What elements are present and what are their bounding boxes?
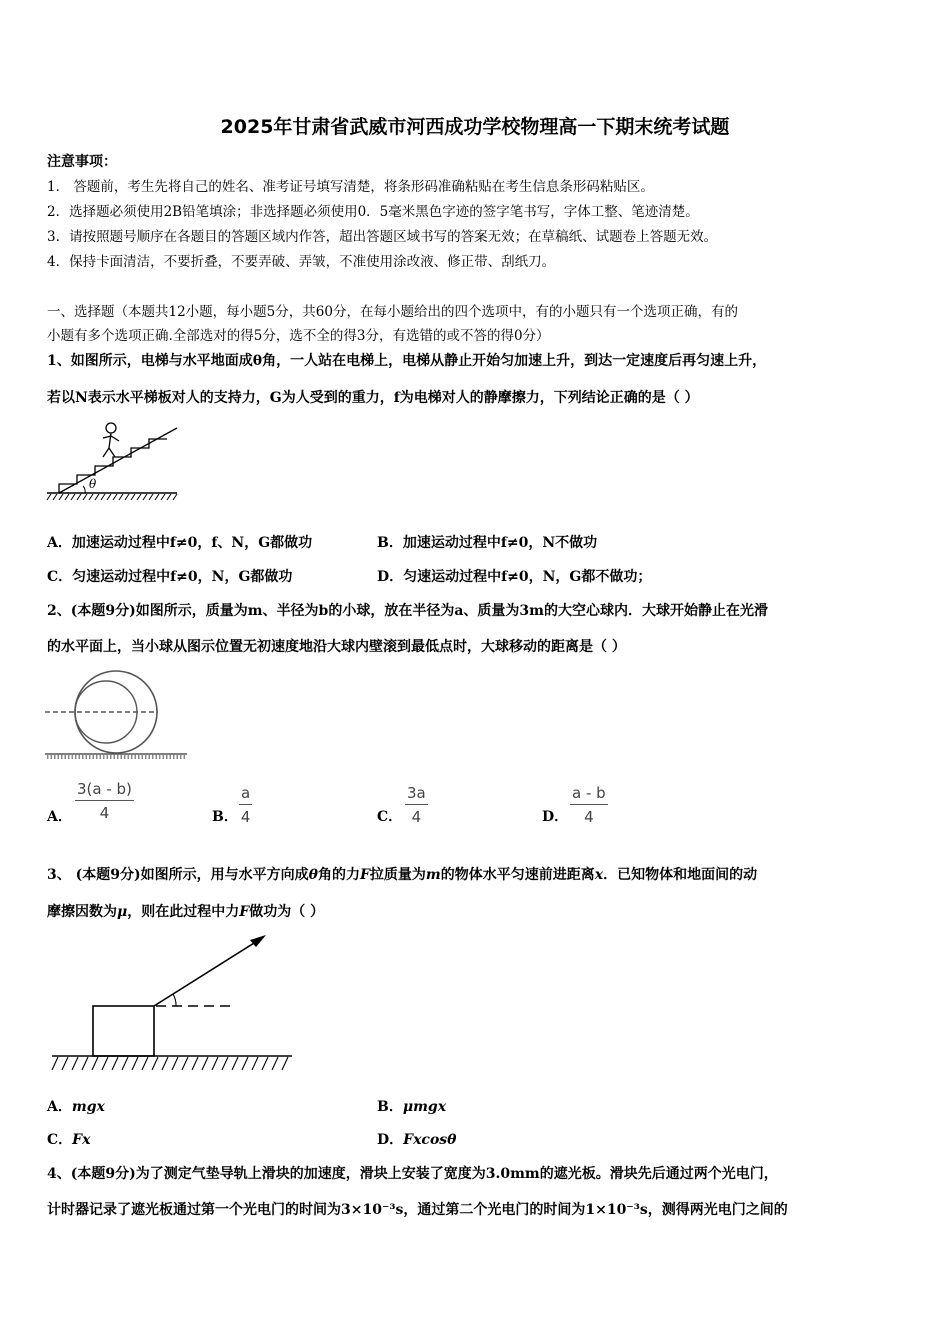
q3-option-b[interactable]	[377, 1096, 446, 1116]
q1-option-b[interactable]	[377, 532, 597, 552]
fraction-numerator: 3a	[405, 784, 428, 805]
q2-option-b-label: B．	[212, 809, 238, 825]
fraction-denominator: 4	[584, 808, 594, 826]
q2-option-b-fraction[interactable]	[239, 784, 252, 826]
page-title: 2025年甘肃省武威市河西成功学校物理高一下期末统考试题	[220, 116, 730, 138]
fraction-numerator: 3(a - b)	[75, 780, 134, 801]
option-label: B．	[377, 1099, 403, 1115]
fraction-numerator: a - b	[570, 784, 608, 805]
q3-option-a[interactable]	[47, 1096, 105, 1116]
q1-option-c[interactable]	[47, 566, 292, 586]
option-label: D．	[377, 569, 404, 585]
notice-item: 3．请按照题号顺序在各题目的答题区域内作答，超出答题区域书写的答案无效；在草稿纸、试题卷上答题无效。	[47, 229, 718, 245]
option-text: Fxcosθ	[403, 1132, 457, 1148]
fraction-numerator: a	[239, 784, 252, 805]
option-text: Fx	[72, 1132, 91, 1148]
fraction-denominator: 4	[240, 808, 251, 826]
option-label: B．	[377, 535, 403, 551]
force-symbol: F	[359, 867, 370, 883]
option-label: A．	[47, 1099, 72, 1115]
q1-stem-line2: 若以N表示水平梯板对人的支持力，G为人受到的重力，f为电梯对人的静摩擦力，下列结论正确的是（ ）	[47, 390, 699, 406]
option-text: 加速运动过程中f≠0，f、N，G都做功	[71, 535, 313, 551]
q1-escalator-figure	[45, 418, 185, 502]
q1-option-d[interactable]	[377, 566, 651, 586]
q4-stem-line2: 计时器记录了遮光板通过第一个光电门的时间为3×10⁻³s，通过第二个光电门的时间为1×10⁻³s，测得两光电门之间的	[47, 1202, 788, 1218]
q2-option-d-fraction[interactable]	[570, 784, 608, 826]
section-heading-line2: 小题有多个选项正确.全部选对的得5分，选不全的得3分，有选错的或不答的得0分）	[47, 328, 550, 344]
q2-stem-line2: 的水平面上，当小球从图示位置无初速度地沿大球内壁滚到最低点时，大球移动的距离是（ ）	[47, 639, 626, 655]
option-text: 加速运动过程中f≠0，N不做功	[402, 535, 598, 551]
q2-option-d-label: D．	[542, 809, 569, 825]
option-label: A．	[47, 535, 72, 551]
option-text: μmgx	[402, 1099, 447, 1115]
q2-option-a-label: A．	[47, 809, 72, 825]
mass-symbol: m	[425, 867, 441, 883]
mu-symbol: μ	[117, 904, 128, 920]
section-heading-line1: 一、选择题（本题共12小题，每小题5分，共60分，在每小题给出的四个选项中，有的小题只有一个选项正确，有的	[47, 304, 738, 320]
option-label: C．	[47, 1132, 73, 1148]
q2-option-a-fraction[interactable]	[75, 780, 134, 822]
q3-stem-line2: 摩擦因数为μ，则在此过程中力F做功为（ ）	[47, 904, 325, 920]
q1-stem-line1: 1、如图所示，电梯与水平地面成θ角，一人站在电梯上，电梯从静止开始匀加速上升，到达一定速度后再匀速上升，	[47, 353, 767, 369]
option-label: C．	[47, 569, 73, 585]
q2-stem-line1: 2、(本题9分)如图所示，质量为m、半径为b的小球，放在半径为a、质量为3m的大空心球内．大球开始静止在光滑	[47, 603, 768, 619]
q1-angle-label: θ	[89, 477, 97, 491]
q2-option-c-fraction[interactable]	[405, 784, 428, 826]
q3-option-c[interactable]	[47, 1129, 90, 1149]
q4-stem-line1: 4、(本题9分)为了测定气垫导轨上滑块的加速度，滑块上安装了宽度为3.0mm的遮光板。滑块先后通过两个光电门，	[47, 1166, 778, 1182]
notice-heading: 注意事项：	[47, 154, 117, 170]
notice-item: 2．选择题必须使用2B铅笔填涂；非选择题必须使用0．5毫米黑色字迹的签字笔书写，字体工整、笔迹清楚。	[47, 204, 699, 220]
q3-option-d[interactable]	[377, 1129, 457, 1149]
distance-symbol: x	[594, 867, 604, 883]
option-text: 匀速运动过程中f≠0，N，G都不做功；	[403, 569, 652, 585]
option-text: mgx	[71, 1099, 105, 1115]
option-label: D．	[377, 1132, 404, 1148]
q2-spheres-figure	[45, 668, 190, 766]
q3-force-figure	[48, 930, 298, 1076]
q3-stem-line1: 3、 (本题9分)如图所示，用与水平方向成θ角的力F拉质量为m的物体水平匀速前进距离x．已知物体和地面间的动	[47, 867, 758, 883]
fraction-denominator: 4	[99, 804, 110, 822]
theta-symbol: θ	[308, 867, 318, 883]
force-symbol: F	[239, 904, 250, 920]
notice-item: 4．保持卡面清洁，不要折叠，不要弄破、弄皱，不准使用涂改液、修正带、刮纸刀。	[47, 254, 556, 270]
option-text: 匀速运动过程中f≠0，N，G都做功	[72, 569, 293, 585]
q2-option-c-label: C．	[377, 809, 403, 825]
fraction-denominator: 4	[411, 808, 422, 826]
notice-item: 1． 答题前，考生先将自己的姓名、准考证号填写清楚，将条形码准确粘贴在考生信息条形码粘贴区。	[47, 179, 654, 195]
q1-option-a[interactable]	[47, 532, 312, 552]
